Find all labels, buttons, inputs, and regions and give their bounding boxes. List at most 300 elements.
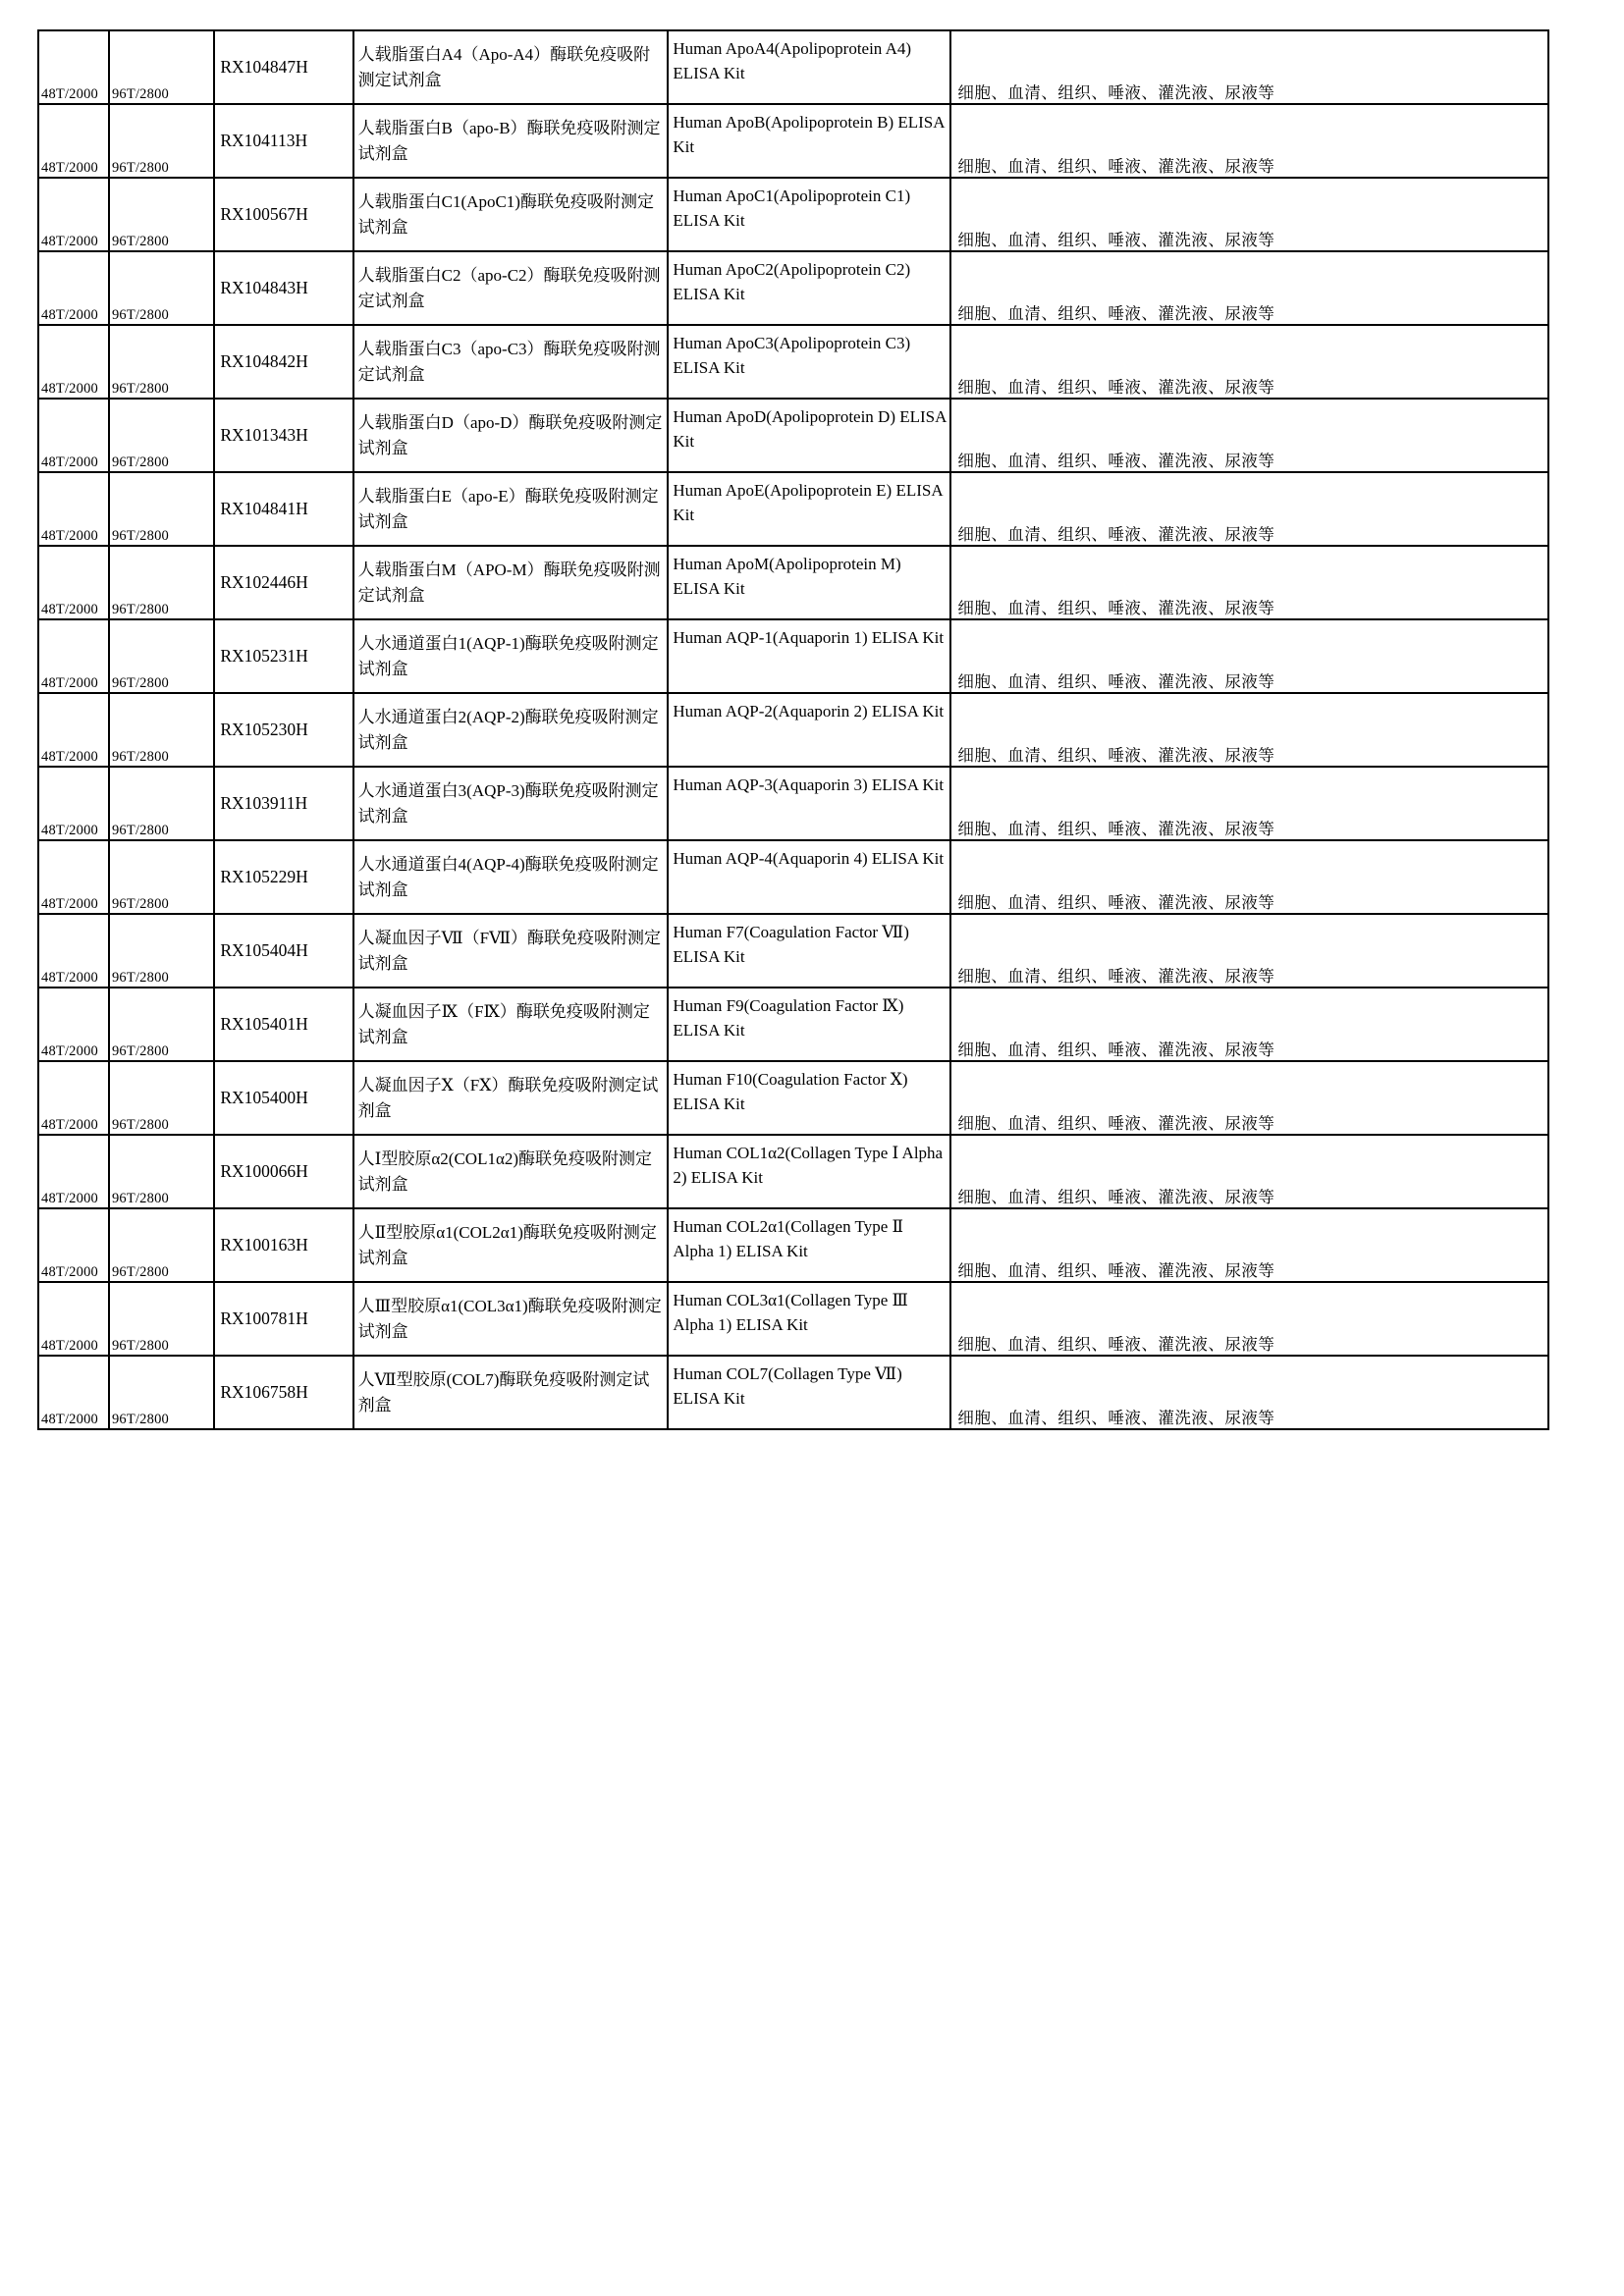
product-name-en-cell-inner (669, 915, 949, 987)
sample-types-cell-text: 细胞、血清、组织、唾液、灌洗液、尿液等 (957, 598, 1275, 617)
sample-types-cell-inner (951, 915, 1547, 987)
spec-96t-cell (109, 1061, 214, 1135)
catalog-number-cell-text: RX100163H (220, 1234, 308, 1255)
catalog-number-cell (214, 399, 352, 472)
spec-48t-cell-inner (39, 1062, 108, 1134)
sample-types-cell-inner (951, 620, 1547, 692)
spec-48t-cell-text: 48T/2000 (41, 1337, 98, 1354)
product-name-en-cell-text: Human COL1α2(Collagen Type Ⅰ Alpha 2) ELISA Kit (673, 1144, 944, 1187)
spec-96t-cell-text: 96T/2800 (111, 601, 169, 617)
spec-96t-cell-text: 96T/2800 (111, 969, 169, 986)
catalog-number-cell-inner (215, 326, 352, 398)
product-name-cn-cell-inner (354, 988, 668, 1060)
product-name-cn-cell (353, 693, 669, 767)
catalog-number-cell-inner (215, 620, 352, 692)
table-row (38, 325, 1548, 399)
catalog-number-cell-inner (215, 105, 352, 177)
catalog-number-cell (214, 1282, 352, 1356)
spec-96t-cell-inner (110, 179, 213, 250)
sample-types-cell-inner (951, 841, 1547, 913)
catalog-number-cell-inner (215, 473, 352, 545)
spec-96t-cell (109, 325, 214, 399)
product-name-cn-cell-text: 人水通道蛋白4(AQP-4)酶联免疫吸附测定试剂盒 (357, 855, 659, 899)
spec-96t-cell-text: 96T/2800 (111, 1263, 169, 1280)
sample-types-cell-inner (951, 473, 1547, 545)
product-name-cn-cell-inner (354, 252, 668, 324)
product-name-en-cell-inner (669, 768, 949, 839)
spec-96t-cell-text: 96T/2800 (111, 527, 169, 544)
spec-96t-cell-inner (110, 252, 213, 324)
spec-96t-cell (109, 767, 214, 840)
product-name-cn-cell-text: 人载脂蛋白B（apo-B）酶联免疫吸附测定试剂盒 (357, 119, 661, 163)
sample-types-cell-inner (951, 252, 1547, 324)
spec-48t-cell-inner (39, 1357, 108, 1428)
table-row (38, 840, 1548, 914)
product-name-cn-cell-inner (354, 326, 668, 398)
sample-types-cell (950, 325, 1548, 399)
spec-48t-cell-inner (39, 252, 108, 324)
product-name-en-cell-text: Human F10(Coagulation Factor Ⅹ) ELISA Kit (673, 1070, 908, 1113)
product-name-cn-cell (353, 840, 669, 914)
table-row (38, 1208, 1548, 1282)
table-row (38, 30, 1548, 104)
product-name-cn-cell-text: 人凝血因子Ⅶ（FⅦ）酶联免疫吸附测定试剂盒 (357, 929, 662, 973)
table-row (38, 399, 1548, 472)
product-name-cn-cell (353, 399, 669, 472)
spec-96t-cell-inner (110, 1357, 213, 1428)
product-name-en-cell-text: Human AQP-3(Aquaporin 3) ELISA Kit (673, 775, 945, 794)
product-name-en-cell-text: Human COL7(Collagen Type Ⅶ) ELISA Kit (673, 1364, 902, 1408)
sample-types-cell (950, 1356, 1548, 1429)
sample-types-cell (950, 399, 1548, 472)
spec-96t-cell-inner (110, 31, 213, 103)
sample-types-cell-text: 细胞、血清、组织、唾液、灌洗液、尿液等 (957, 82, 1275, 102)
catalog-number-cell-inner (215, 252, 352, 324)
product-name-en-cell-inner (669, 620, 949, 692)
catalog-number-cell-inner (215, 1209, 352, 1281)
product-name-cn-cell-text: 人载脂蛋白E（apo-E）酶联免疫吸附测定试剂盒 (357, 487, 659, 531)
sample-types-cell-text: 细胞、血清、组织、唾液、灌洗液、尿液等 (957, 1187, 1275, 1206)
product-name-cn-cell-inner (354, 841, 668, 913)
sample-types-cell (950, 988, 1548, 1061)
product-name-cn-cell (353, 1356, 669, 1429)
spec-96t-cell-text: 96T/2800 (111, 233, 169, 249)
product-name-cn-cell-inner (354, 1209, 668, 1281)
product-name-cn-cell (353, 1061, 669, 1135)
spec-96t-cell-inner (110, 105, 213, 177)
product-name-cn-cell-text: 人载脂蛋白C3（apo-C3）酶联免疫吸附测定试剂盒 (357, 340, 661, 384)
sample-types-cell (950, 840, 1548, 914)
product-name-en-cell (668, 399, 950, 472)
product-name-cn-cell-inner (354, 31, 668, 103)
catalog-number-cell-text: RX105400H (220, 1087, 308, 1107)
elisa-kit-catalog-table (37, 29, 1549, 1430)
product-name-cn-cell-inner (354, 768, 668, 839)
spec-96t-cell (109, 399, 214, 472)
product-name-en-cell-text: Human ApoC3(Apolipoprotein C3) ELISA Kit (673, 334, 911, 377)
catalog-number-cell-text: RX100567H (220, 203, 308, 224)
product-name-en-cell-inner (669, 179, 949, 250)
spec-48t-cell-text: 48T/2000 (41, 674, 98, 691)
catalog-number-cell (214, 325, 352, 399)
spec-96t-cell-text: 96T/2800 (111, 159, 169, 176)
catalog-number-cell (214, 251, 352, 325)
table-row (38, 988, 1548, 1061)
product-name-en-cell-text: Human ApoA4(Apolipoprotein A4) ELISA Kit (673, 39, 912, 82)
spec-48t-cell-text: 48T/2000 (41, 822, 98, 838)
product-name-en-cell (668, 988, 950, 1061)
product-name-cn-cell-inner (354, 400, 668, 471)
spec-96t-cell (109, 178, 214, 251)
spec-96t-cell-inner (110, 473, 213, 545)
table-row (38, 251, 1548, 325)
product-name-cn-cell (353, 546, 669, 619)
product-name-cn-cell-inner (354, 694, 668, 766)
spec-96t-cell (109, 1208, 214, 1282)
catalog-number-cell-text: RX105229H (220, 866, 308, 886)
sample-types-cell-text: 细胞、血清、组织、唾液、灌洗液、尿液等 (957, 966, 1275, 986)
sample-types-cell (950, 619, 1548, 693)
spec-96t-cell-inner (110, 326, 213, 398)
product-name-en-cell-text: Human COL3α1(Collagen Type Ⅲ Alpha 1) ELISA Kit (673, 1291, 908, 1334)
product-name-en-cell-inner (669, 1283, 949, 1355)
table-row (38, 1356, 1548, 1429)
spec-48t-cell-inner (39, 841, 108, 913)
sample-types-cell-text: 细胞、血清、组织、唾液、灌洗液、尿液等 (957, 1260, 1275, 1280)
catalog-number-cell (214, 840, 352, 914)
spec-96t-cell-text: 96T/2800 (111, 1190, 169, 1206)
spec-48t-cell (38, 251, 109, 325)
spec-48t-cell-inner (39, 1283, 108, 1355)
catalog-number-cell-inner (215, 915, 352, 987)
product-name-cn-cell-text: 人载脂蛋白C1(ApoC1)酶联免疫吸附测定试剂盒 (357, 192, 654, 237)
sample-types-cell-inner (951, 547, 1547, 618)
product-name-cn-cell-text: 人水通道蛋白1(AQP-1)酶联免疫吸附测定试剂盒 (357, 634, 659, 678)
spec-96t-cell-inner (110, 915, 213, 987)
spec-48t-cell-text: 48T/2000 (41, 380, 98, 397)
product-name-cn-cell-text: 人载脂蛋白M（APO-M）酶联免疫吸附测定试剂盒 (357, 561, 661, 605)
product-name-cn-cell (353, 104, 669, 178)
product-name-cn-cell (353, 914, 669, 988)
spec-48t-cell-text: 48T/2000 (41, 85, 98, 102)
product-name-en-cell (668, 1135, 950, 1208)
spec-48t-cell (38, 1061, 109, 1135)
product-name-en-cell-inner (669, 1357, 949, 1428)
spec-96t-cell-inner (110, 400, 213, 471)
catalog-number-cell (214, 1061, 352, 1135)
product-name-cn-cell-inner (354, 1062, 668, 1134)
spec-48t-cell (38, 693, 109, 767)
catalog-number-cell-text: RX100781H (220, 1308, 308, 1328)
catalog-number-cell (214, 178, 352, 251)
spec-48t-cell-text: 48T/2000 (41, 159, 98, 176)
catalog-number-cell-text: RX104843H (220, 277, 308, 297)
product-name-en-cell-text: Human ApoC2(Apolipoprotein C2) ELISA Kit (673, 260, 911, 303)
product-name-en-cell-text: Human AQP-4(Aquaporin 4) ELISA Kit (673, 849, 945, 868)
spec-48t-cell-inner (39, 1209, 108, 1281)
product-name-cn-cell-text: 人凝血因子Ⅹ（FⅩ）酶联免疫吸附测定试剂盒 (357, 1076, 659, 1120)
spec-96t-cell (109, 251, 214, 325)
product-name-en-cell-inner (669, 400, 949, 471)
product-name-cn-cell (353, 251, 669, 325)
table-row (38, 178, 1548, 251)
product-name-en-cell (668, 325, 950, 399)
catalog-number-cell-inner (215, 841, 352, 913)
sample-types-cell-inner (951, 694, 1547, 766)
product-name-en-cell (668, 840, 950, 914)
sample-types-cell-text: 细胞、血清、组织、唾液、灌洗液、尿液等 (957, 1113, 1275, 1133)
product-name-en-cell-text: Human ApoM(Apolipoprotein M) ELISA Kit (673, 555, 901, 598)
product-name-cn-cell (353, 1208, 669, 1282)
product-name-en-cell-inner (669, 1209, 949, 1281)
spec-96t-cell (109, 1356, 214, 1429)
table-row (38, 472, 1548, 546)
catalog-number-cell-inner (215, 1357, 352, 1428)
product-name-en-cell (668, 472, 950, 546)
sample-types-cell-inner (951, 1357, 1547, 1428)
product-name-cn-cell (353, 1282, 669, 1356)
spec-48t-cell (38, 1282, 109, 1356)
product-name-en-cell-text: Human COL2α1(Collagen Type Ⅱ Alpha 1) ELISA Kit (673, 1217, 904, 1260)
sample-types-cell-inner (951, 768, 1547, 839)
catalog-number-cell-inner (215, 1283, 352, 1355)
catalog-number-cell (214, 767, 352, 840)
catalog-number-cell (214, 988, 352, 1061)
product-name-cn-cell-text: 人水通道蛋白2(AQP-2)酶联免疫吸附测定试剂盒 (357, 708, 659, 752)
spec-48t-cell (38, 767, 109, 840)
product-name-cn-cell-text: 人Ⅲ型胶原α1(COL3α1)酶联免疫吸附测定试剂盒 (357, 1297, 662, 1341)
spec-96t-cell (109, 472, 214, 546)
table-row (38, 1282, 1548, 1356)
spec-48t-cell-inner (39, 31, 108, 103)
table-row (38, 619, 1548, 693)
product-name-en-cell-text: Human ApoD(Apolipoprotein D) ELISA Kit (673, 407, 947, 451)
product-name-en-cell (668, 30, 950, 104)
spec-96t-cell-inner (110, 694, 213, 766)
spec-48t-cell-text: 48T/2000 (41, 233, 98, 249)
product-name-cn-cell-text: 人载脂蛋白D（apo-D）酶联免疫吸附测定试剂盒 (357, 413, 663, 457)
catalog-number-cell (214, 1135, 352, 1208)
sample-types-cell-inner (951, 1062, 1547, 1134)
product-name-cn-cell-inner (354, 547, 668, 618)
spec-48t-cell (38, 399, 109, 472)
sample-types-cell (950, 1208, 1548, 1282)
spec-96t-cell-inner (110, 547, 213, 618)
spec-48t-cell-text: 48T/2000 (41, 454, 98, 470)
spec-48t-cell-text: 48T/2000 (41, 306, 98, 323)
spec-96t-cell (109, 914, 214, 988)
product-name-en-cell-text: Human ApoC1(Apolipoprotein C1) ELISA Kit (673, 187, 911, 230)
spec-96t-cell-inner (110, 1283, 213, 1355)
spec-48t-cell-text: 48T/2000 (41, 969, 98, 986)
spec-96t-cell (109, 546, 214, 619)
spec-96t-cell (109, 619, 214, 693)
spec-96t-cell (109, 1135, 214, 1208)
spec-96t-cell-text: 96T/2800 (111, 1116, 169, 1133)
catalog-number-cell (214, 546, 352, 619)
spec-48t-cell-text: 48T/2000 (41, 601, 98, 617)
sample-types-cell (950, 472, 1548, 546)
catalog-number-cell-text: RX105230H (220, 719, 308, 739)
spec-96t-cell-text: 96T/2800 (111, 674, 169, 691)
sample-types-cell-inner (951, 31, 1547, 103)
table-row (38, 104, 1548, 178)
spec-48t-cell-inner (39, 179, 108, 250)
spec-96t-cell-text: 96T/2800 (111, 895, 169, 912)
sample-types-cell (950, 30, 1548, 104)
spec-96t-cell-text: 96T/2800 (111, 1042, 169, 1059)
sample-types-cell-inner (951, 326, 1547, 398)
sample-types-cell (950, 767, 1548, 840)
sample-types-cell-inner (951, 1209, 1547, 1281)
product-name-en-cell-inner (669, 252, 949, 324)
catalog-number-cell-text: RX103911H (220, 792, 308, 813)
sample-types-cell-inner (951, 1283, 1547, 1355)
product-name-en-cell (668, 546, 950, 619)
product-name-en-cell (668, 1061, 950, 1135)
spec-48t-cell (38, 1135, 109, 1208)
product-name-en-cell-inner (669, 105, 949, 177)
sample-types-cell-text: 细胞、血清、组织、唾液、灌洗液、尿液等 (957, 819, 1275, 838)
sample-types-cell-text: 细胞、血清、组织、唾液、灌洗液、尿液等 (957, 1334, 1275, 1354)
spec-48t-cell (38, 30, 109, 104)
sample-types-cell-inner (951, 179, 1547, 250)
product-name-en-cell-inner (669, 841, 949, 913)
sample-types-cell (950, 1135, 1548, 1208)
spec-48t-cell-text: 48T/2000 (41, 748, 98, 765)
spec-48t-cell-text: 48T/2000 (41, 1263, 98, 1280)
product-name-en-cell-text: Human AQP-1(Aquaporin 1) ELISA Kit (673, 628, 945, 647)
spec-48t-cell (38, 472, 109, 546)
spec-96t-cell-inner (110, 768, 213, 839)
product-name-en-cell (668, 251, 950, 325)
product-name-cn-cell-inner (354, 1357, 668, 1428)
spec-48t-cell-text: 48T/2000 (41, 1116, 98, 1133)
catalog-number-cell-text: RX104842H (220, 350, 308, 371)
sample-types-cell (950, 251, 1548, 325)
sample-types-cell-text: 细胞、血清、组织、唾液、灌洗液、尿液等 (957, 156, 1275, 176)
spec-48t-cell-inner (39, 400, 108, 471)
product-name-en-cell-inner (669, 1136, 949, 1207)
catalog-number-cell-inner (215, 400, 352, 471)
product-name-cn-cell (353, 178, 669, 251)
spec-96t-cell (109, 104, 214, 178)
product-name-cn-cell-inner (354, 1283, 668, 1355)
product-name-en-cell-text: Human F7(Coagulation Factor Ⅶ) ELISA Kit (673, 923, 909, 966)
table-row (38, 693, 1548, 767)
sample-types-cell (950, 104, 1548, 178)
product-name-cn-cell-text: 人Ⅶ型胶原(COL7)酶联免疫吸附测定试剂盒 (357, 1370, 650, 1415)
product-name-en-cell (668, 693, 950, 767)
catalog-number-cell-inner (215, 694, 352, 766)
spec-48t-cell (38, 178, 109, 251)
product-name-en-cell (668, 619, 950, 693)
catalog-number-cell (214, 30, 352, 104)
spec-96t-cell (109, 988, 214, 1061)
catalog-number-cell (214, 472, 352, 546)
sample-types-cell (950, 1282, 1548, 1356)
product-name-cn-cell (353, 767, 669, 840)
spec-48t-cell-inner (39, 326, 108, 398)
product-name-cn-cell-text: 人Ⅰ型胶原α2(COL1α2)酶联免疫吸附测定试剂盒 (357, 1149, 653, 1194)
product-name-cn-cell (353, 619, 669, 693)
spec-96t-cell-text: 96T/2800 (111, 85, 169, 102)
spec-48t-cell-inner (39, 694, 108, 766)
product-name-cn-cell-inner (354, 915, 668, 987)
table-row (38, 767, 1548, 840)
spec-96t-cell-inner (110, 988, 213, 1060)
catalog-number-cell (214, 914, 352, 988)
product-name-en-cell (668, 1208, 950, 1282)
table-row (38, 914, 1548, 988)
catalog-number-cell-inner (215, 768, 352, 839)
sample-types-cell-inner (951, 1136, 1547, 1207)
spec-48t-cell (38, 914, 109, 988)
catalog-number-cell-inner (215, 31, 352, 103)
product-name-cn-cell-text: 人Ⅱ型胶原α1(COL2α1)酶联免疫吸附测定试剂盒 (357, 1223, 657, 1267)
product-name-en-cell-inner (669, 1062, 949, 1134)
spec-48t-cell-text: 48T/2000 (41, 527, 98, 544)
catalog-number-cell-text: RX105401H (220, 1013, 308, 1034)
spec-96t-cell-inner (110, 841, 213, 913)
spec-48t-cell-inner (39, 915, 108, 987)
sample-types-cell-text: 细胞、血清、组织、唾液、灌洗液、尿液等 (957, 377, 1275, 397)
table-row (38, 1061, 1548, 1135)
spec-48t-cell-inner (39, 988, 108, 1060)
product-name-en-cell (668, 104, 950, 178)
catalog-number-cell-text: RX104841H (220, 498, 308, 518)
product-name-en-cell-text: Human AQP-2(Aquaporin 2) ELISA Kit (673, 702, 945, 721)
product-name-en-cell-text: Human ApoE(Apolipoprotein E) ELISA Kit (673, 481, 943, 524)
sample-types-cell-text: 细胞、血清、组织、唾液、灌洗液、尿液等 (957, 451, 1275, 470)
spec-48t-cell-inner (39, 620, 108, 692)
product-name-en-cell-inner (669, 31, 949, 103)
sample-types-cell-inner (951, 400, 1547, 471)
product-name-en-cell (668, 178, 950, 251)
product-name-en-cell-inner (669, 326, 949, 398)
spec-96t-cell-text: 96T/2800 (111, 306, 169, 323)
catalog-number-cell (214, 1208, 352, 1282)
sample-types-cell-text: 细胞、血清、组织、唾液、灌洗液、尿液等 (957, 671, 1275, 691)
spec-96t-cell (109, 693, 214, 767)
product-name-cn-cell (353, 1135, 669, 1208)
product-name-cn-cell-inner (354, 1136, 668, 1207)
catalog-number-cell-text: RX100066H (220, 1160, 308, 1181)
sample-types-cell-text: 细胞、血清、组织、唾液、灌洗液、尿液等 (957, 524, 1275, 544)
catalog-number-cell-inner (215, 1062, 352, 1134)
sample-types-cell (950, 178, 1548, 251)
product-name-cn-cell-text: 人凝血因子Ⅸ（FⅨ）酶联免疫吸附测定试剂盒 (357, 1002, 650, 1046)
spec-96t-cell-text: 96T/2800 (111, 1411, 169, 1427)
spec-48t-cell (38, 840, 109, 914)
spec-96t-cell-inner (110, 1209, 213, 1281)
product-name-en-cell-text: Human ApoB(Apolipoprotein B) ELISA Kit (673, 113, 945, 156)
sample-types-cell-text: 细胞、血清、组织、唾液、灌洗液、尿液等 (957, 230, 1275, 249)
table-row (38, 1135, 1548, 1208)
catalog-number-cell-inner (215, 547, 352, 618)
spec-48t-cell (38, 619, 109, 693)
product-name-en-cell (668, 1356, 950, 1429)
spec-96t-cell (109, 1282, 214, 1356)
catalog-number-cell-text: RX105404H (220, 939, 308, 960)
spec-48t-cell-inner (39, 473, 108, 545)
spec-48t-cell (38, 1356, 109, 1429)
product-name-en-cell-inner (669, 988, 949, 1060)
spec-48t-cell (38, 546, 109, 619)
spec-96t-cell-text: 96T/2800 (111, 822, 169, 838)
spec-96t-cell (109, 840, 214, 914)
spec-48t-cell-inner (39, 1136, 108, 1207)
